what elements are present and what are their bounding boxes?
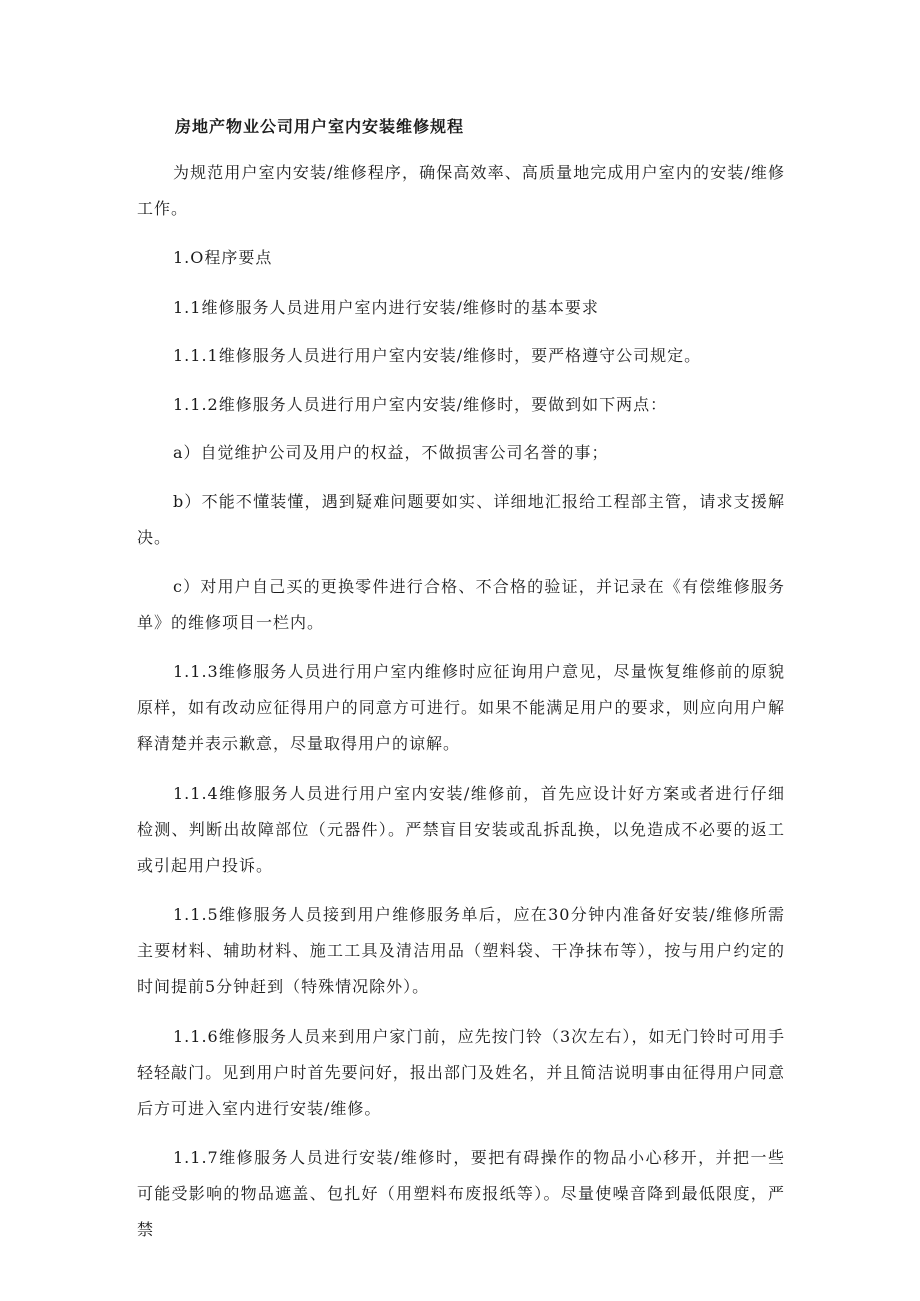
paragraph-item-c: c）对用户自己买的更换零件进行合格、不合格的验证，并记录在《有偿维修服务单》的维修项目一栏内。: [137, 577, 785, 632]
paragraph-1-1-7: 1.1.7维修服务人员进行安装/维修时，要把有碍操作的物品小心移开，并把一些可能受影响的物品遮盖、包扎好（用塑料布废报纸等）。尽量使噪音降到最低限度，严禁: [137, 1148, 785, 1239]
paragraph-1-1-5: 1.1.5维修服务人员接到用户维修服务单后，应在30分钟内准备好安装/维修所需主要材料、辅助材料、施工工具及清洁用品（塑料袋、干净抹布等），按与用户约定的时间提前5分钟赶到（特殊情况除外）。: [137, 905, 785, 996]
paragraph-item-b: b）不能不懂装懂，遇到疑难问题要如实、详细地汇报给工程部主管，请求支援解决。: [137, 492, 785, 547]
paragraph-1-1-6: 1.1.6维修服务人员来到用户家门前，应先按门铃（3次左右），如无门铃时可用手轻轻敲门。见到用户时首先要问好，报出部门及姓名，并且简洁说明事由征得用户同意后方可进入室内进行安装/维修。: [137, 1027, 785, 1118]
paragraph-item-a: a）自觉维护公司及用户的权益，不做损害公司名誉的事；: [173, 443, 609, 462]
paragraph-1-1-1: 1.1.1维修服务人员进行用户室内安装/维修时，要严格遵守公司规定。: [173, 346, 702, 365]
paragraph-1-0: 1.O程序要点: [173, 248, 273, 267]
paragraph-1-1: 1.1维修服务人员进用户室内进行安装/维修时的基本要求: [173, 298, 599, 317]
paragraph-1-1-3: 1.1.3维修服务人员进行用户室内维修时应征询用户意见，尽量恢复维修前的原貌原样，如有改动应征得用户的同意方可进行。如果不能满足用户的要求，则应向用户解释清楚并表示歉意，尽量取得用户的谅解。: [137, 662, 785, 753]
paragraph-1-1-2: 1.1.2维修服务人员进行用户室内安装/维修时，要做到如下两点：: [173, 395, 668, 414]
paragraph-1-1-4: 1.1.4维修服务人员进行用户室内安装/维修前，首先应设计好方案或者进行仔细检测、判断出故障部位（元器件）。严禁盲目安装或乱拆乱换，以免造成不必要的返工或引起用户投诉。: [137, 784, 785, 875]
document-title: 房地产物业公司用户室内安装维修规程: [175, 117, 465, 136]
paragraph-intro: 为规范用户室内安装/维修程序，确保高效率、高质量地完成用户室内的安装/维修工作。: [137, 163, 785, 218]
